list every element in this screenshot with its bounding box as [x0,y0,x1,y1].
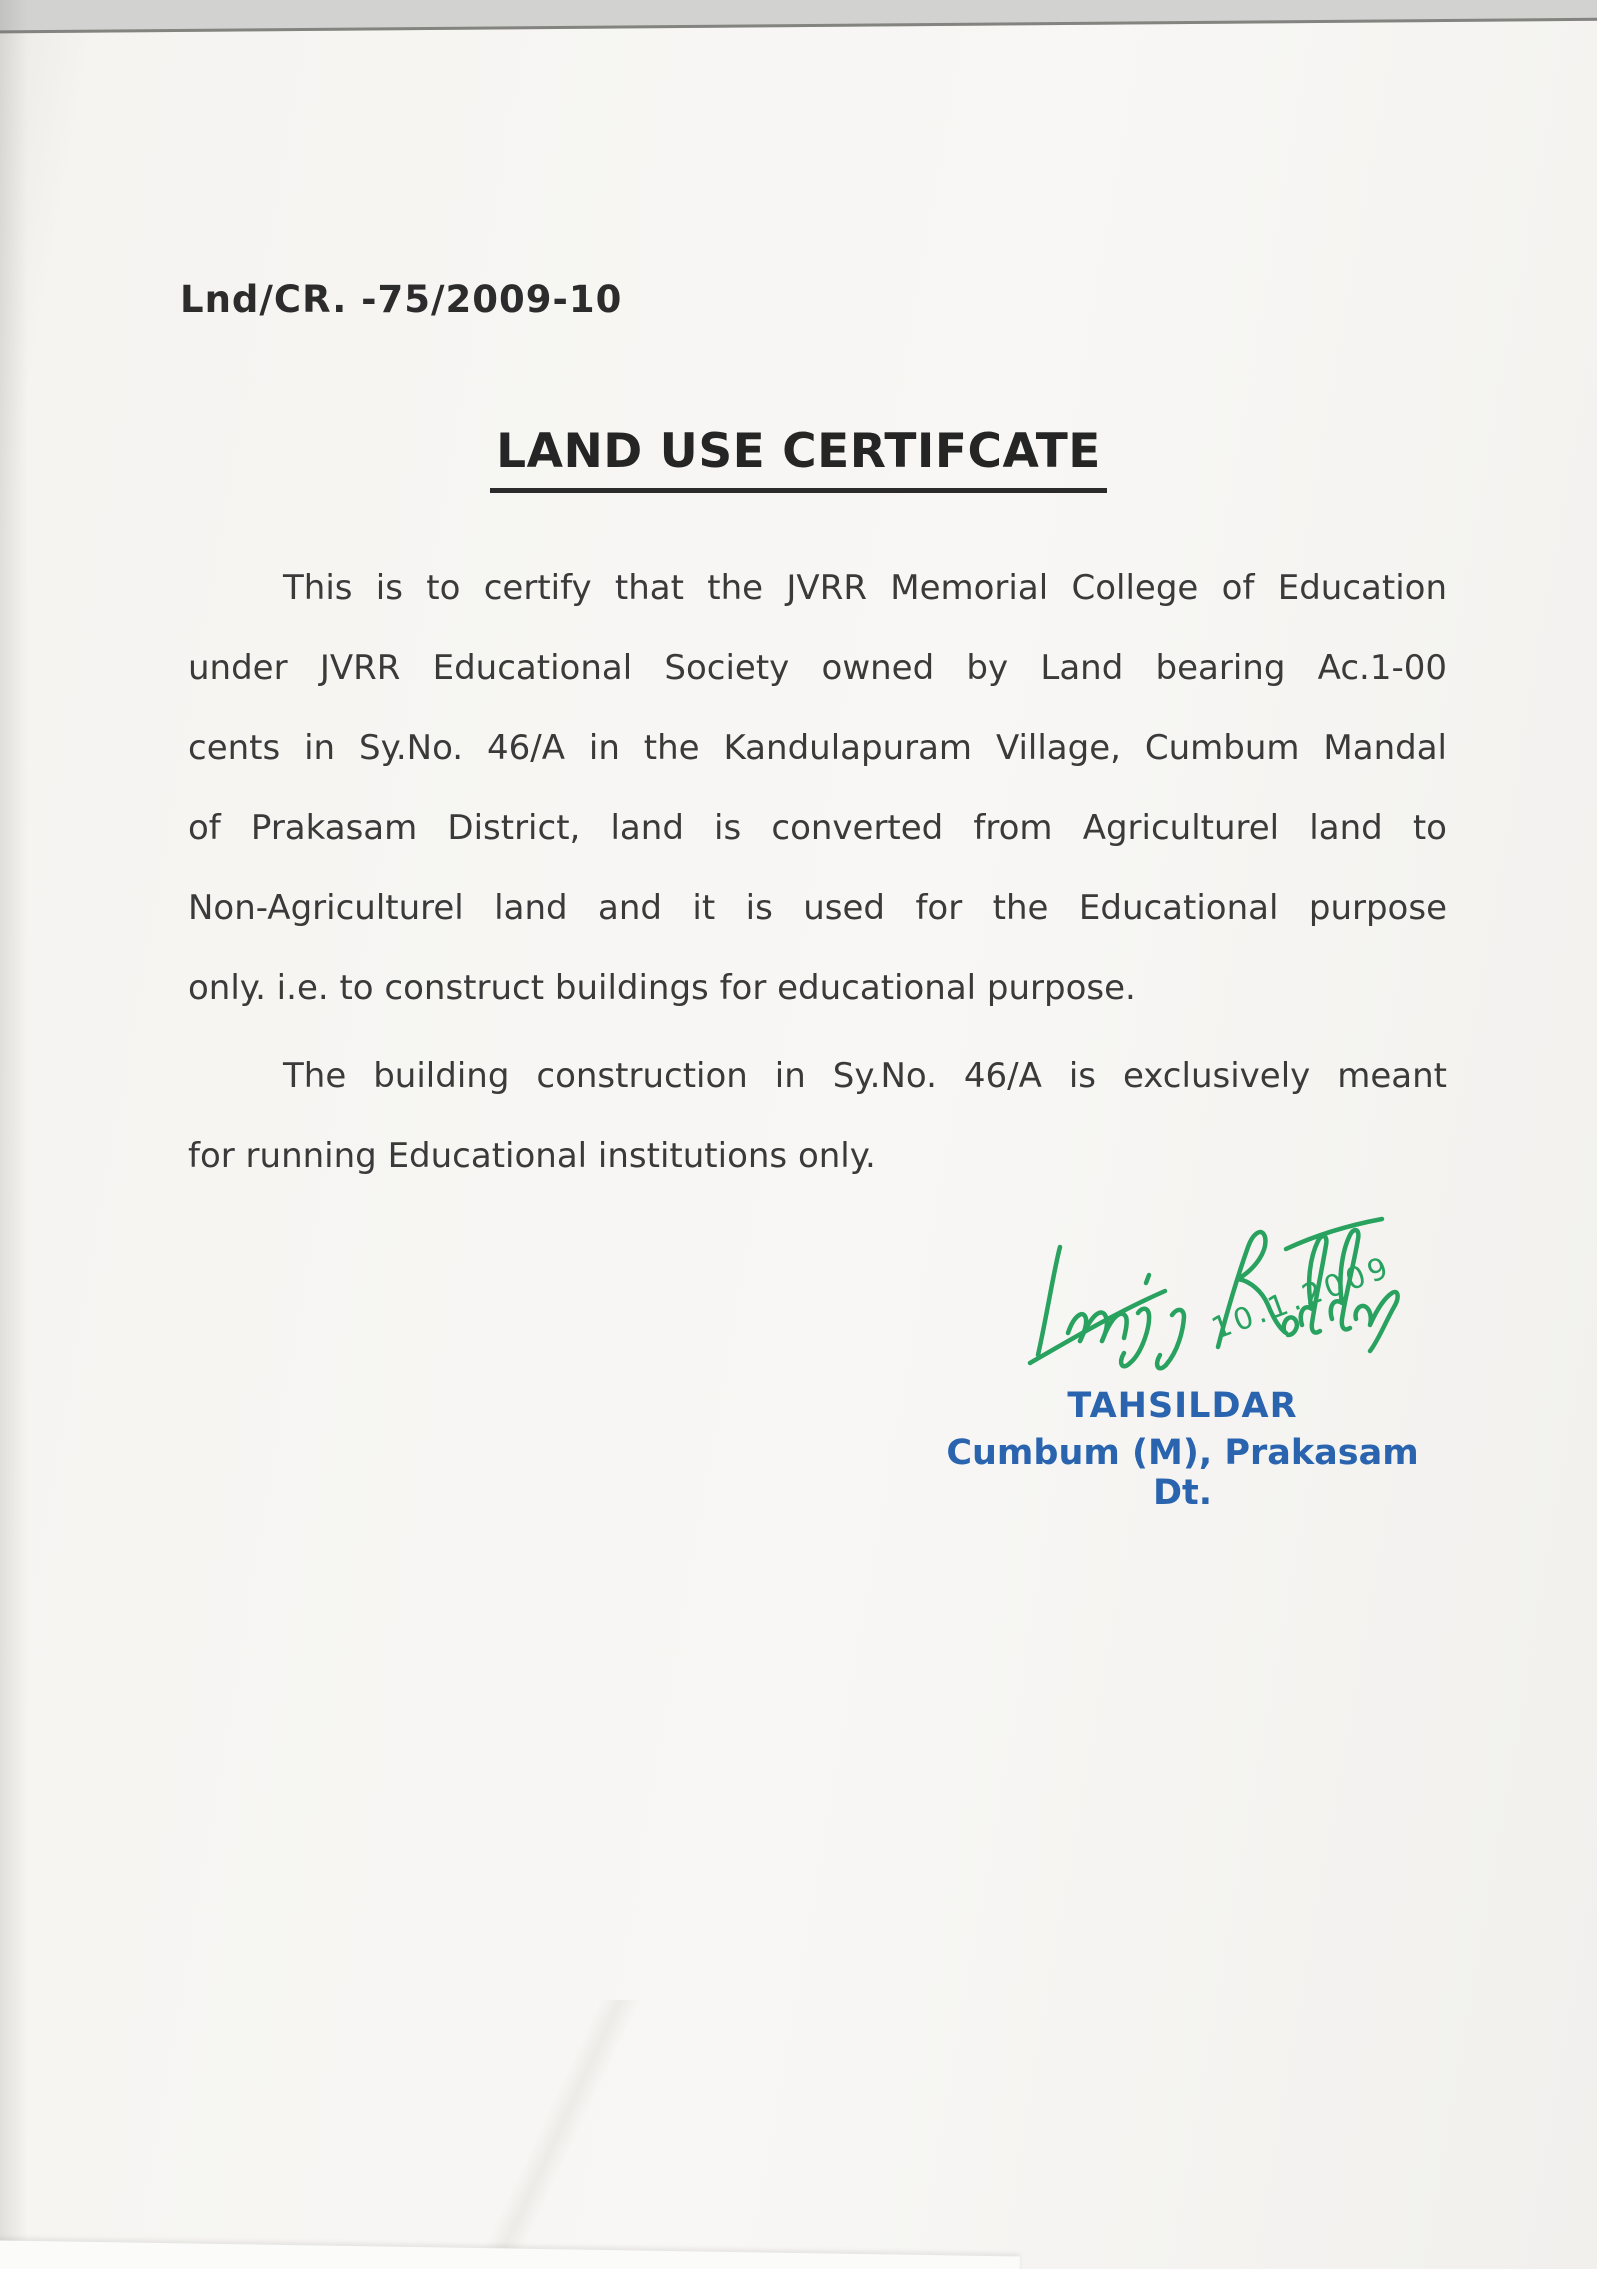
body-line: cents in Sy.No. 46/A in the Kandulapuram Village, Cumbum Mandal [188,728,1447,768]
paragraph-1 [188,548,1447,1028]
paper-left-shadow [0,0,28,2269]
body-line: Non-Agriculturel land and it is used for the Educational purpose [188,888,1447,928]
scanner-edge-band [0,0,1597,34]
certificate-title: LAND USE CERTIFCATE [490,424,1107,493]
certificate-body [188,548,1447,1196]
signature-ink [975,1190,1445,1405]
reference-number: Lnd/CR. -75/2009-10 [180,278,623,321]
signatory-block [920,1386,1445,1513]
signatory-designation: TAHSILDAR [1067,1386,1298,1426]
body-line: for running Educational institutions only. [188,1136,876,1176]
body-line: The building construction in Sy.No. 46/A is exclusively meant [283,1056,1447,1096]
signature-date: 10.1.2009 [1207,1249,1397,1347]
title-row [0,424,1597,493]
body-line: only. i.e. to construct buildings for educational purpose. [188,968,1136,1008]
body-line: This is to certify that the JVRR Memorial College of Education [283,568,1447,608]
paragraph-2 [188,1036,1447,1196]
body-line: of Prakasam District, land is converted from Agriculturel land to [188,808,1447,848]
body-line: under JVRR Educational Society owned by Land bearing Ac.1-00 [188,648,1447,688]
paper-crease [360,2000,740,2269]
signatory-office: Cumbum (M), Prakasam Dt. [946,1433,1419,1513]
